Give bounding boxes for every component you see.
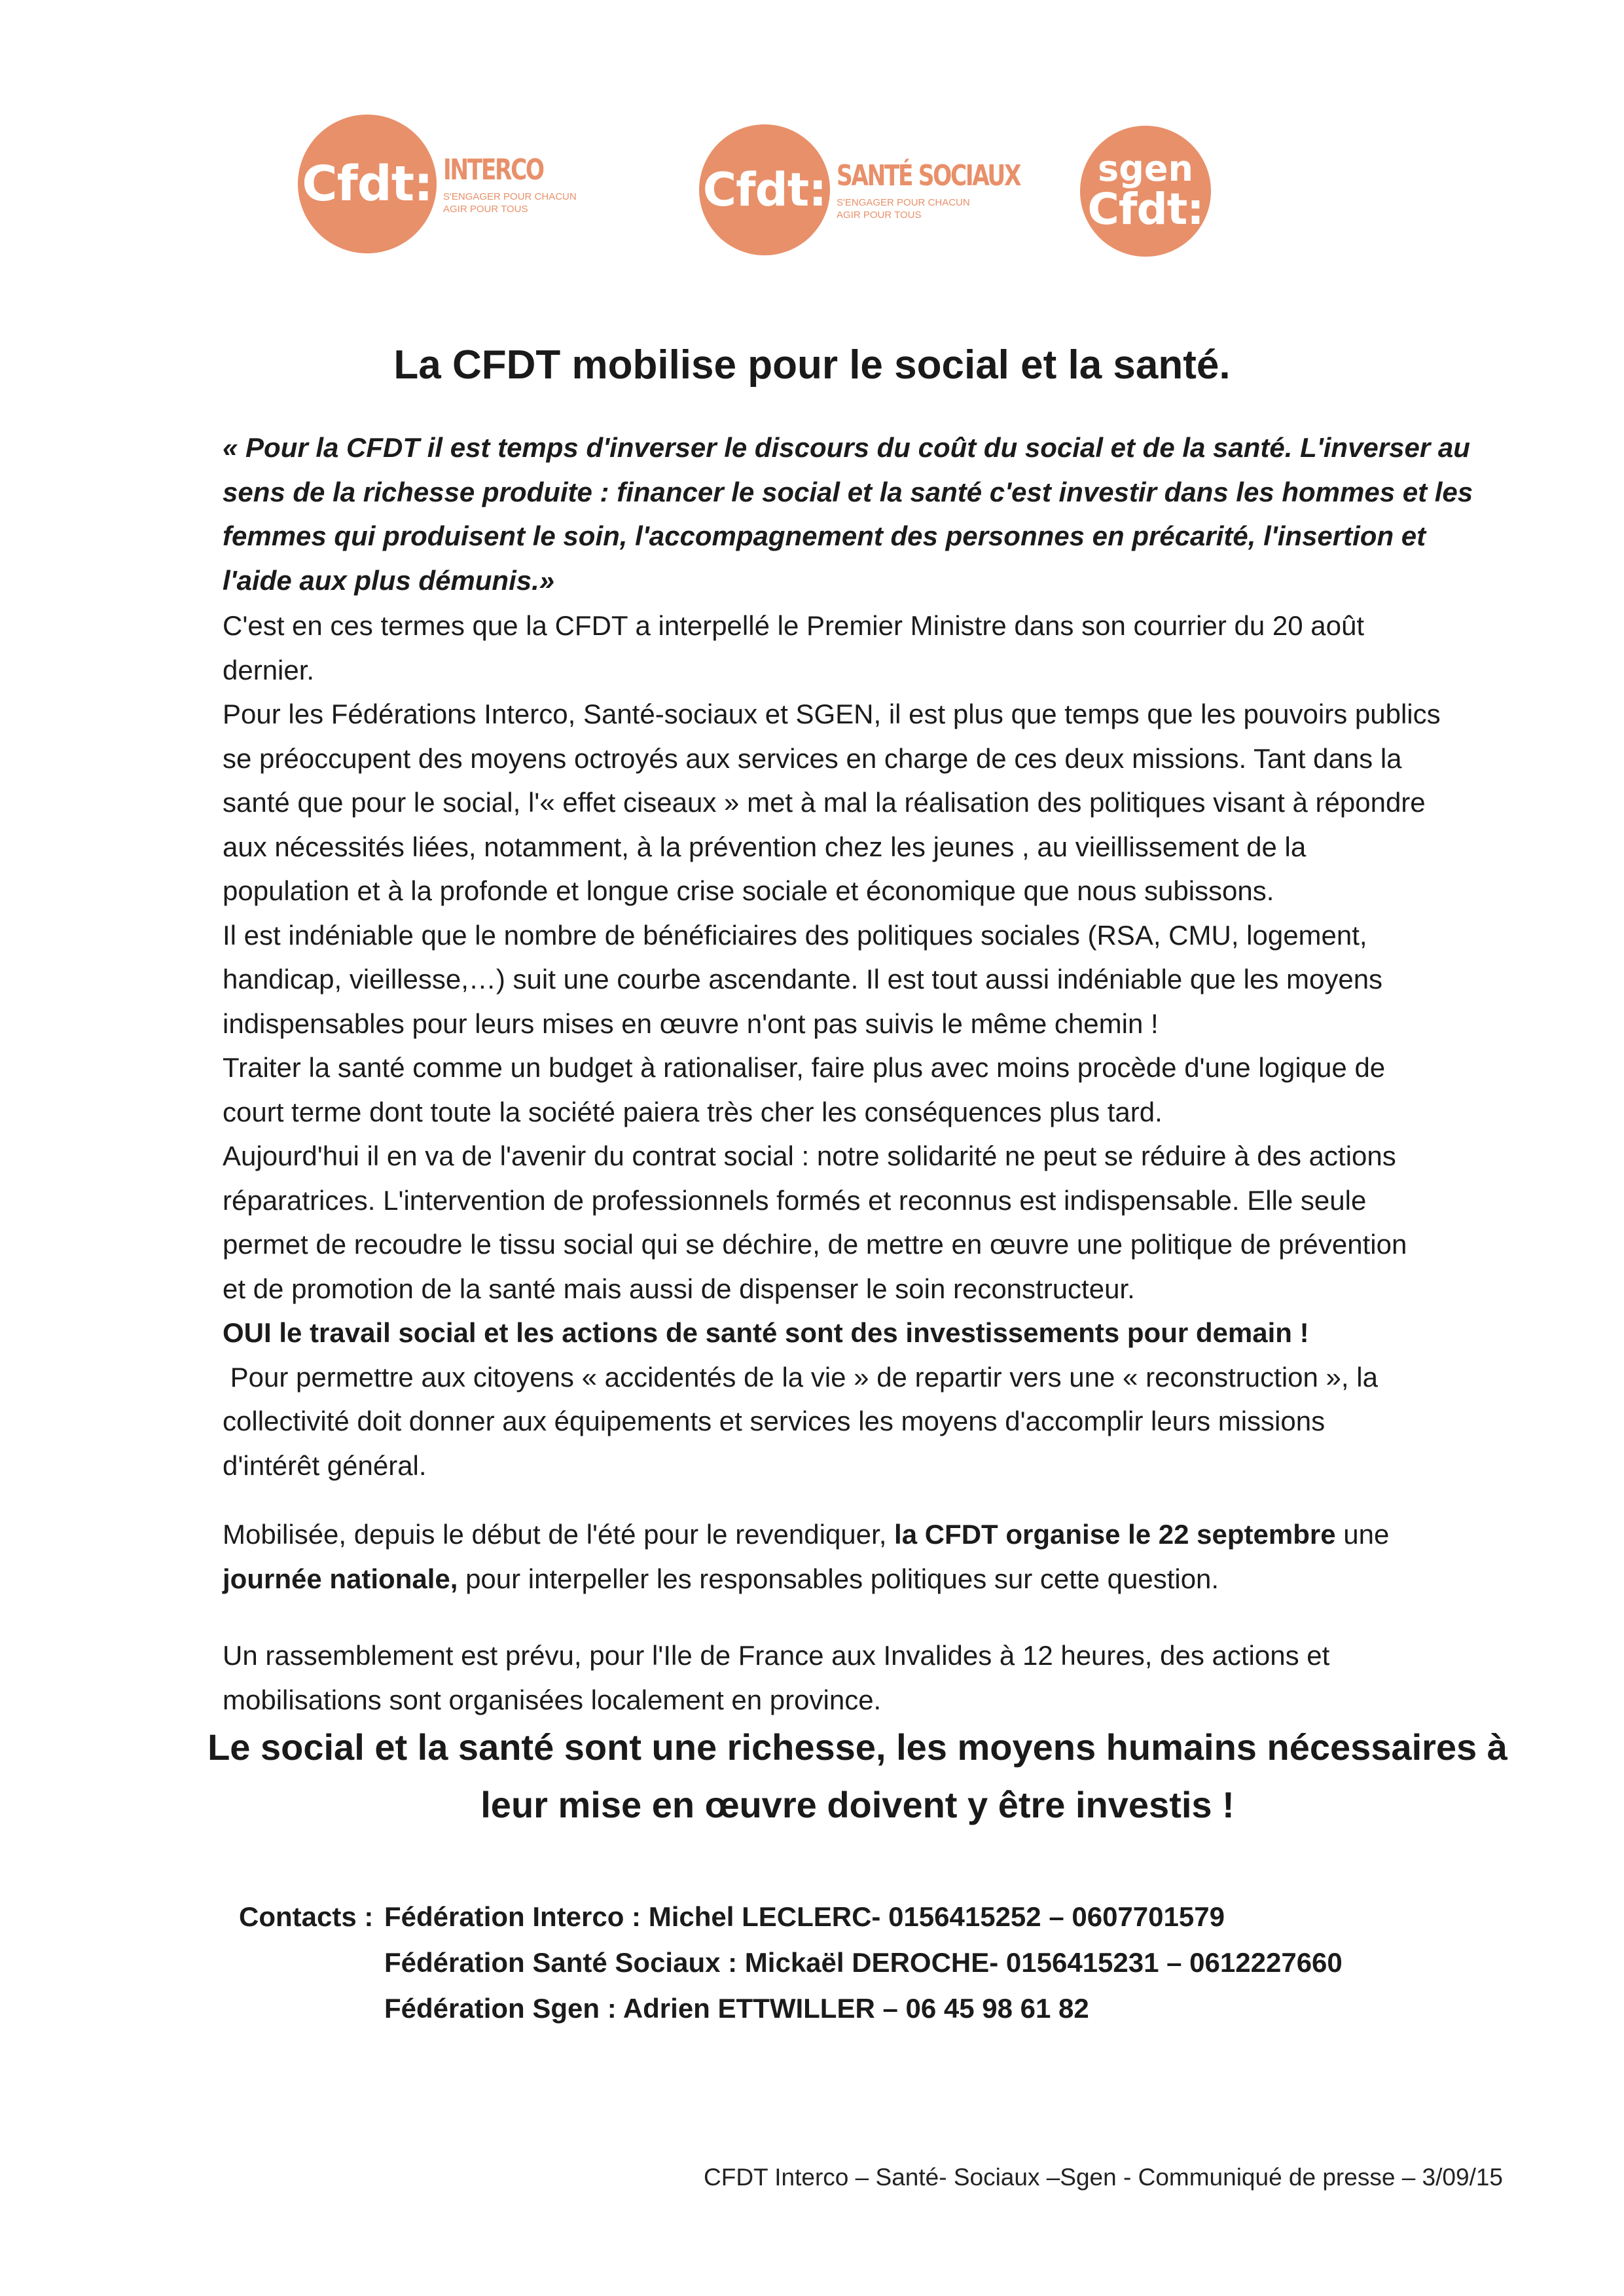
- cfdt-logo-disc: [699, 124, 830, 255]
- mobilisation-paragraph: [223, 1512, 1519, 1601]
- body-line: se préoccupent des moyens octroyés aux services en charge de ces deux missions. Tant dans la: [223, 742, 1402, 774]
- sgen-logo-disc: [1080, 126, 1211, 257]
- mobilisation-event: journée nationale,: [223, 1563, 458, 1594]
- page-title: La CFDT mobilise pour le social et la santé.: [393, 342, 1231, 388]
- logo-tagline: [443, 191, 577, 215]
- body-line: Pour permettre aux citoyens « accidentés de la vie » de repartir vers une « reconstruction », la: [223, 1361, 1378, 1393]
- body-line: population et à la profonde et longue crise sociale et économique que nous subissons.: [223, 875, 1274, 906]
- logo-sgen-cfdt: [1080, 126, 1211, 257]
- logo-mark: Cfdt:: [302, 156, 433, 212]
- body-line: et de promotion de la santé mais aussi de dispenser le soin reconstructeur.: [223, 1273, 1135, 1304]
- quote-line: femmes qui produisent le soin, l'accompagnement des personnes en précarité, l'insertion et: [223, 520, 1426, 551]
- contact-item: Fédération Interco : Michel LECLERC- 0156415252 – 0607701579: [384, 1901, 1225, 1932]
- logo-top-word: sgen: [1098, 148, 1193, 189]
- tagline-line: AGIR POUR TOUS: [837, 209, 922, 221]
- contacts-label: Contacts :: [239, 1901, 374, 1932]
- quote-line: l'aide aux plus démunis.»: [223, 564, 555, 596]
- body-line: permet de recoudre le tissu social qui se déchire, de mettre en œuvre une politique de prévention: [223, 1229, 1407, 1260]
- quote-line: « Pour la CFDT il est temps d'inverser le discours du coût du social et de la santé. L'inverser au: [223, 432, 1470, 463]
- logo-caption: [837, 159, 1072, 221]
- body-line: Un rassemblement est prévu, pour l'Ile de France aux Invalides à 12 heures, des actions et: [223, 1640, 1330, 1671]
- footer-note: CFDT Interco – Santé- Sociaux –Sgen - Communiqué de presse – 3/09/15: [704, 2164, 1503, 2191]
- body-line: mobilisations sont organisées localement en province.: [223, 1684, 882, 1715]
- body-line: court terme dont toute la société paiera très cher les conséquences plus tard.: [223, 1096, 1163, 1127]
- body-line: Aujourd'hui il en va de l'avenir du contrat social : notre solidarité ne peut se réduire à des actions: [223, 1140, 1396, 1171]
- body-line: indispensables pour leurs mises en œuvre n'ont pas suivis le même chemin !: [223, 1008, 1159, 1039]
- slogan-line: leur mise en œuvre doivent y être investis !: [480, 1784, 1235, 1825]
- logo-tagline: [837, 196, 1072, 221]
- tagline-line: S'ENGAGER POUR CHACUN: [837, 196, 970, 208]
- body-line: Pour les Fédérations Interco, Santé-sociaux et SGEN, il est plus que temps que les pouvoirs publics: [223, 699, 1441, 729]
- contact-item: Fédération Sgen : Adrien ETTWILLER – 06 45 98 61 82: [384, 1993, 1089, 2024]
- logo-name: INTERCO: [443, 153, 543, 187]
- logo-cfdt-sante-sociaux: [699, 124, 1072, 255]
- logo-mark: Cfdt:: [702, 163, 827, 217]
- intro-quote: [223, 426, 1519, 602]
- body-line: d'intérêt général.: [223, 1449, 427, 1481]
- slogan-line: Le social et la santé sont une richesse, les moyens humains nécessaires à: [208, 1726, 1507, 1768]
- logo-cfdt-interco: [298, 115, 577, 253]
- closing-slogan: [183, 1719, 1532, 1834]
- logo-name: SANTÉ SOCIAUX: [837, 158, 1020, 192]
- tagline-line: AGIR POUR TOUS: [443, 203, 528, 215]
- body-line: Il est indéniable que le nombre de bénéficiaires des politiques sociales (RSA, CMU, logement,: [223, 919, 1367, 951]
- contacts-block: [239, 1894, 1343, 2032]
- contact-row: [239, 1894, 1343, 1940]
- logo-mark: Cfdt:: [1087, 184, 1204, 234]
- body-line: aux nécessités liées, notamment, à la prévention chez les jeunes , au vieillissement de la: [223, 831, 1307, 862]
- mobilisation-text: Mobilisée, depuis le début de l'été pour le revendiquer,: [223, 1519, 895, 1550]
- mobilisation-text: une: [1335, 1519, 1390, 1550]
- logo-caption: [443, 153, 577, 215]
- body-text: [223, 604, 1519, 1487]
- bold-statement: OUI le travail social et les actions de santé sont des investissements pour demain !: [223, 1317, 1309, 1348]
- body-line: Traiter la santé comme un budget à rationaliser, faire plus avec moins procède d'une logique de: [223, 1052, 1386, 1083]
- contact-item: Fédération Santé Sociaux : Mickaël DEROCHE- 0156415231 – 0612227660: [384, 1947, 1343, 1978]
- body-line: C'est en ces termes que la CFDT a interpellé le Premier Ministre dans son courrier du 20 août: [223, 610, 1365, 641]
- rassemblement-paragraph: [223, 1633, 1519, 1722]
- quote-line: sens de la richesse produite : financer le social et la santé c'est investir dans les hommes et les: [223, 476, 1473, 507]
- body-line: dernier.: [223, 654, 315, 685]
- mobilisation-text: pour interpeller les responsables politiques sur cette question.: [458, 1563, 1219, 1594]
- body-line: santé que pour le social, l'« effet ciseaux » met à mal la réalisation des politiques visant à répondre: [223, 787, 1426, 818]
- body-line: handicap, vieillesse,…) suit une courbe ascendante. Il est tout aussi indéniable que les moyens: [223, 964, 1383, 994]
- tagline-line: S'ENGAGER POUR CHACUN: [443, 191, 577, 202]
- body-line: réparatrices. L'intervention de professionnels formés et reconnus est indispensable. Elle seule: [223, 1184, 1367, 1216]
- cfdt-logo-disc: [298, 115, 437, 253]
- mobilisation-date: la CFDT organise le 22 septembre: [894, 1519, 1336, 1550]
- body-line: collectivité doit donner aux équipements et services les moyens d'accomplir leurs missions: [223, 1406, 1326, 1436]
